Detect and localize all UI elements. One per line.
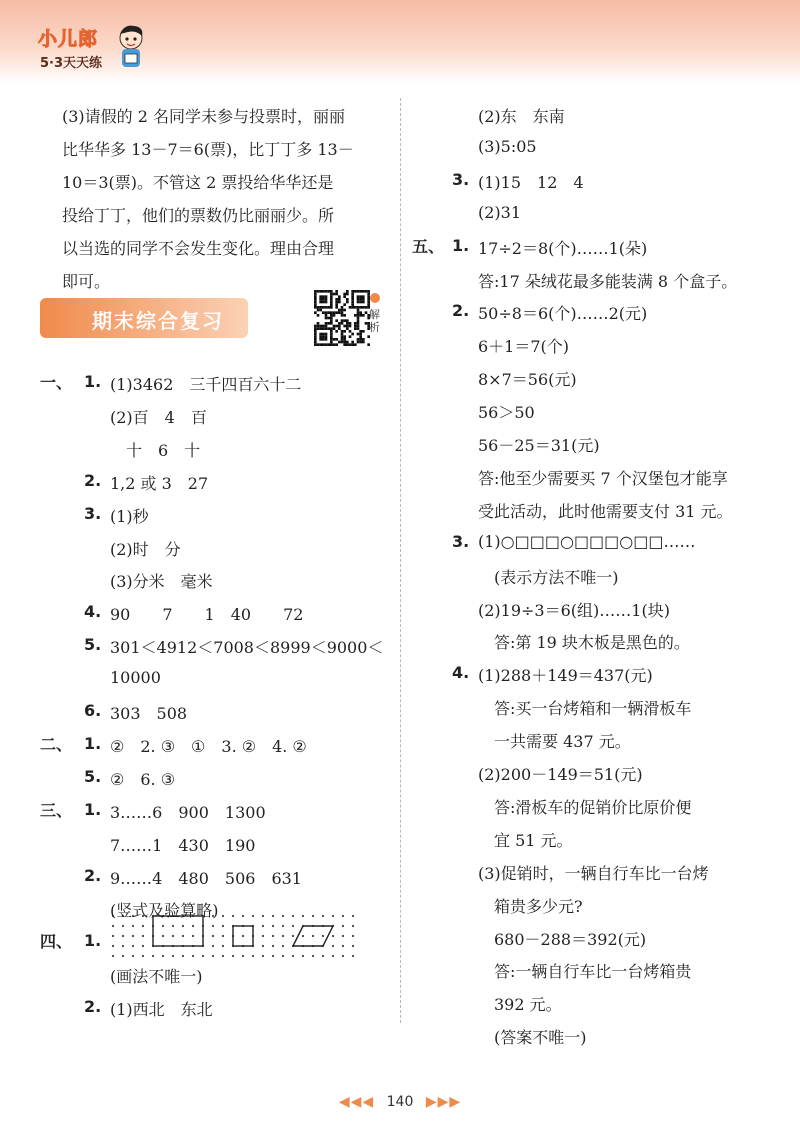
answer-line: 10＝3(票)。不管这 2 票投给华华还是 (62, 173, 334, 192)
question-number: 2. (452, 301, 470, 321)
answer-line: 十 6 十 (110, 440, 201, 460)
next-arrows-icon: ▶▶▶ (425, 1094, 462, 1110)
question-number: 6. (84, 701, 102, 720)
answer-line: 90 7 1 40 72 (110, 605, 304, 625)
question-number: 5. (84, 635, 102, 655)
answer-line: 3……6 900 1300 (110, 802, 266, 822)
answer-line: 10000 (110, 668, 161, 688)
answer-line: 6＋1＝7(个) (478, 337, 570, 357)
answer-line: ② 2. ③ ① 3. ② 4. ② (110, 736, 307, 756)
question-number: 1. (452, 235, 470, 255)
question-number: 4. (452, 663, 470, 683)
answer-line: (画法不唯一) (110, 967, 203, 987)
question-number: 1. (84, 799, 102, 819)
part-number: 三、 (40, 800, 73, 820)
answer-line: (2)19÷3＝6(组)……1(块) (478, 600, 670, 620)
brand-logo (38, 24, 148, 80)
answer-line: 答:17 朵绒花最多能装满 8 个盒子。 (478, 271, 738, 291)
mascot-icon (116, 24, 146, 70)
answer-line: 答:滑板车的促销价比原价便 (478, 797, 692, 817)
answer-line: 宜 51 元。 (478, 830, 573, 850)
answer-line: 8×7＝56(元) (478, 370, 577, 390)
question-number: 2. (84, 470, 102, 490)
answer-line: (1)288＋149＝437(元) (478, 666, 653, 686)
answer-line: 301＜4912＜7008＜8999＜9000＜ (110, 638, 384, 658)
answer-line: (2)时 分 (110, 539, 181, 559)
answer-line: (1)3462 三千四百六十二 (110, 375, 302, 394)
section-title: 期末综合复习 (92, 309, 224, 333)
answer-line: (1)西北 东北 (110, 1000, 213, 1020)
answer-line: 17÷2＝8(个)……1(朵) (478, 238, 648, 258)
part-number: 二、 (40, 734, 73, 754)
page-header (0, 0, 800, 84)
page-number: 140 (386, 1094, 414, 1110)
answer-line: 箱贵多少元? (478, 896, 583, 916)
answer-line: (3)促销时，一辆自行车比一台烤 (478, 863, 709, 883)
answer-line: 9……4 480 506 631 (110, 868, 302, 888)
question-number: 1. (84, 733, 102, 753)
part-number: 一、 (40, 373, 73, 392)
brand-series: 5·3天天练 (40, 56, 103, 71)
answer-line: (答案不唯一) (478, 1028, 587, 1048)
answer-line: 受此活动，此时他需要支付 31 元。 (478, 501, 733, 521)
answer-line: 56＞50 (478, 403, 535, 423)
part-number: 四、 (40, 932, 73, 952)
answer-line: (竖式及验算略) (110, 901, 219, 921)
answer-line: 680－288＝392(元) (478, 929, 647, 949)
answer-line: 303 508 (110, 704, 188, 723)
answer-line: (1)15 12 4 (478, 172, 584, 192)
play-icon (370, 293, 380, 303)
answer-line: 答:一辆自行车比一台烤箱贵 (478, 962, 692, 982)
answer-line: 1,2 或 3 27 (110, 473, 209, 493)
answer-line: (3)请假的 2 名同学未参与投票时，丽丽 (62, 107, 346, 126)
answer-line: 答:他至少需要买 7 个汉堡包才能享 (478, 468, 728, 488)
answer-line: 一共需要 437 元。 (478, 732, 631, 752)
question-number: 4. (84, 602, 102, 622)
answer-line: (3)5:05 (478, 136, 537, 156)
question-number: 3. (84, 503, 102, 523)
answer-line: ② 6. ③ (110, 769, 176, 789)
answer-line: (2)东 东南 (478, 107, 565, 126)
brand-name: 小儿郎 (38, 28, 99, 50)
qr-label: 解析 (369, 308, 380, 334)
answer-line: 比华华多 13－7＝6(票)，比丁丁多 13－ (62, 140, 354, 159)
answer-line: 56－25＝31(元) (478, 436, 600, 455)
qr-code-icon[interactable] (314, 290, 370, 346)
question-number: 2. (84, 997, 102, 1017)
answer-line: (2)200－149＝51(元) (478, 765, 643, 784)
answer-line: 答:买一台烤箱和一辆滑板车 (478, 699, 692, 719)
answer-line: 以当选的同学不会发生变化。理由合理 (62, 239, 335, 258)
question-number: 1. (84, 372, 102, 391)
answer-line: 即可。 (62, 272, 111, 291)
answer-line: (1)○□□□○□□□○□□…… (478, 531, 696, 551)
column-divider (400, 98, 401, 1023)
question-number: 3. (452, 169, 470, 189)
page-footer (0, 1094, 800, 1110)
question-number: 2. (84, 865, 102, 885)
answer-line: (2)百 4 百 (110, 407, 207, 427)
answer-line: 答:第 19 块木板是黑色的。 (478, 633, 690, 653)
answer-line: 7……1 430 190 (110, 835, 256, 855)
question-number: 5. (84, 766, 102, 786)
part-number: 五、 (412, 236, 445, 256)
question-number: 1. (84, 931, 102, 951)
answer-line: 投给丁丁，他们的票数仍比丽丽少。所 (62, 206, 335, 225)
prev-arrows-icon: ◀◀◀ (338, 1094, 375, 1110)
answer-line: (表示方法不唯一) (478, 567, 619, 587)
answer-line: (1)秒 (110, 506, 149, 526)
answer-line: (2)31 (478, 202, 522, 222)
question-number: 3. (452, 531, 470, 551)
section-banner (40, 298, 248, 338)
answer-line: 392 元。 (478, 995, 562, 1015)
answer-line: 50÷8＝6(个)……2(元) (478, 304, 648, 324)
answer-line: (3)分米 毫米 (110, 572, 213, 592)
